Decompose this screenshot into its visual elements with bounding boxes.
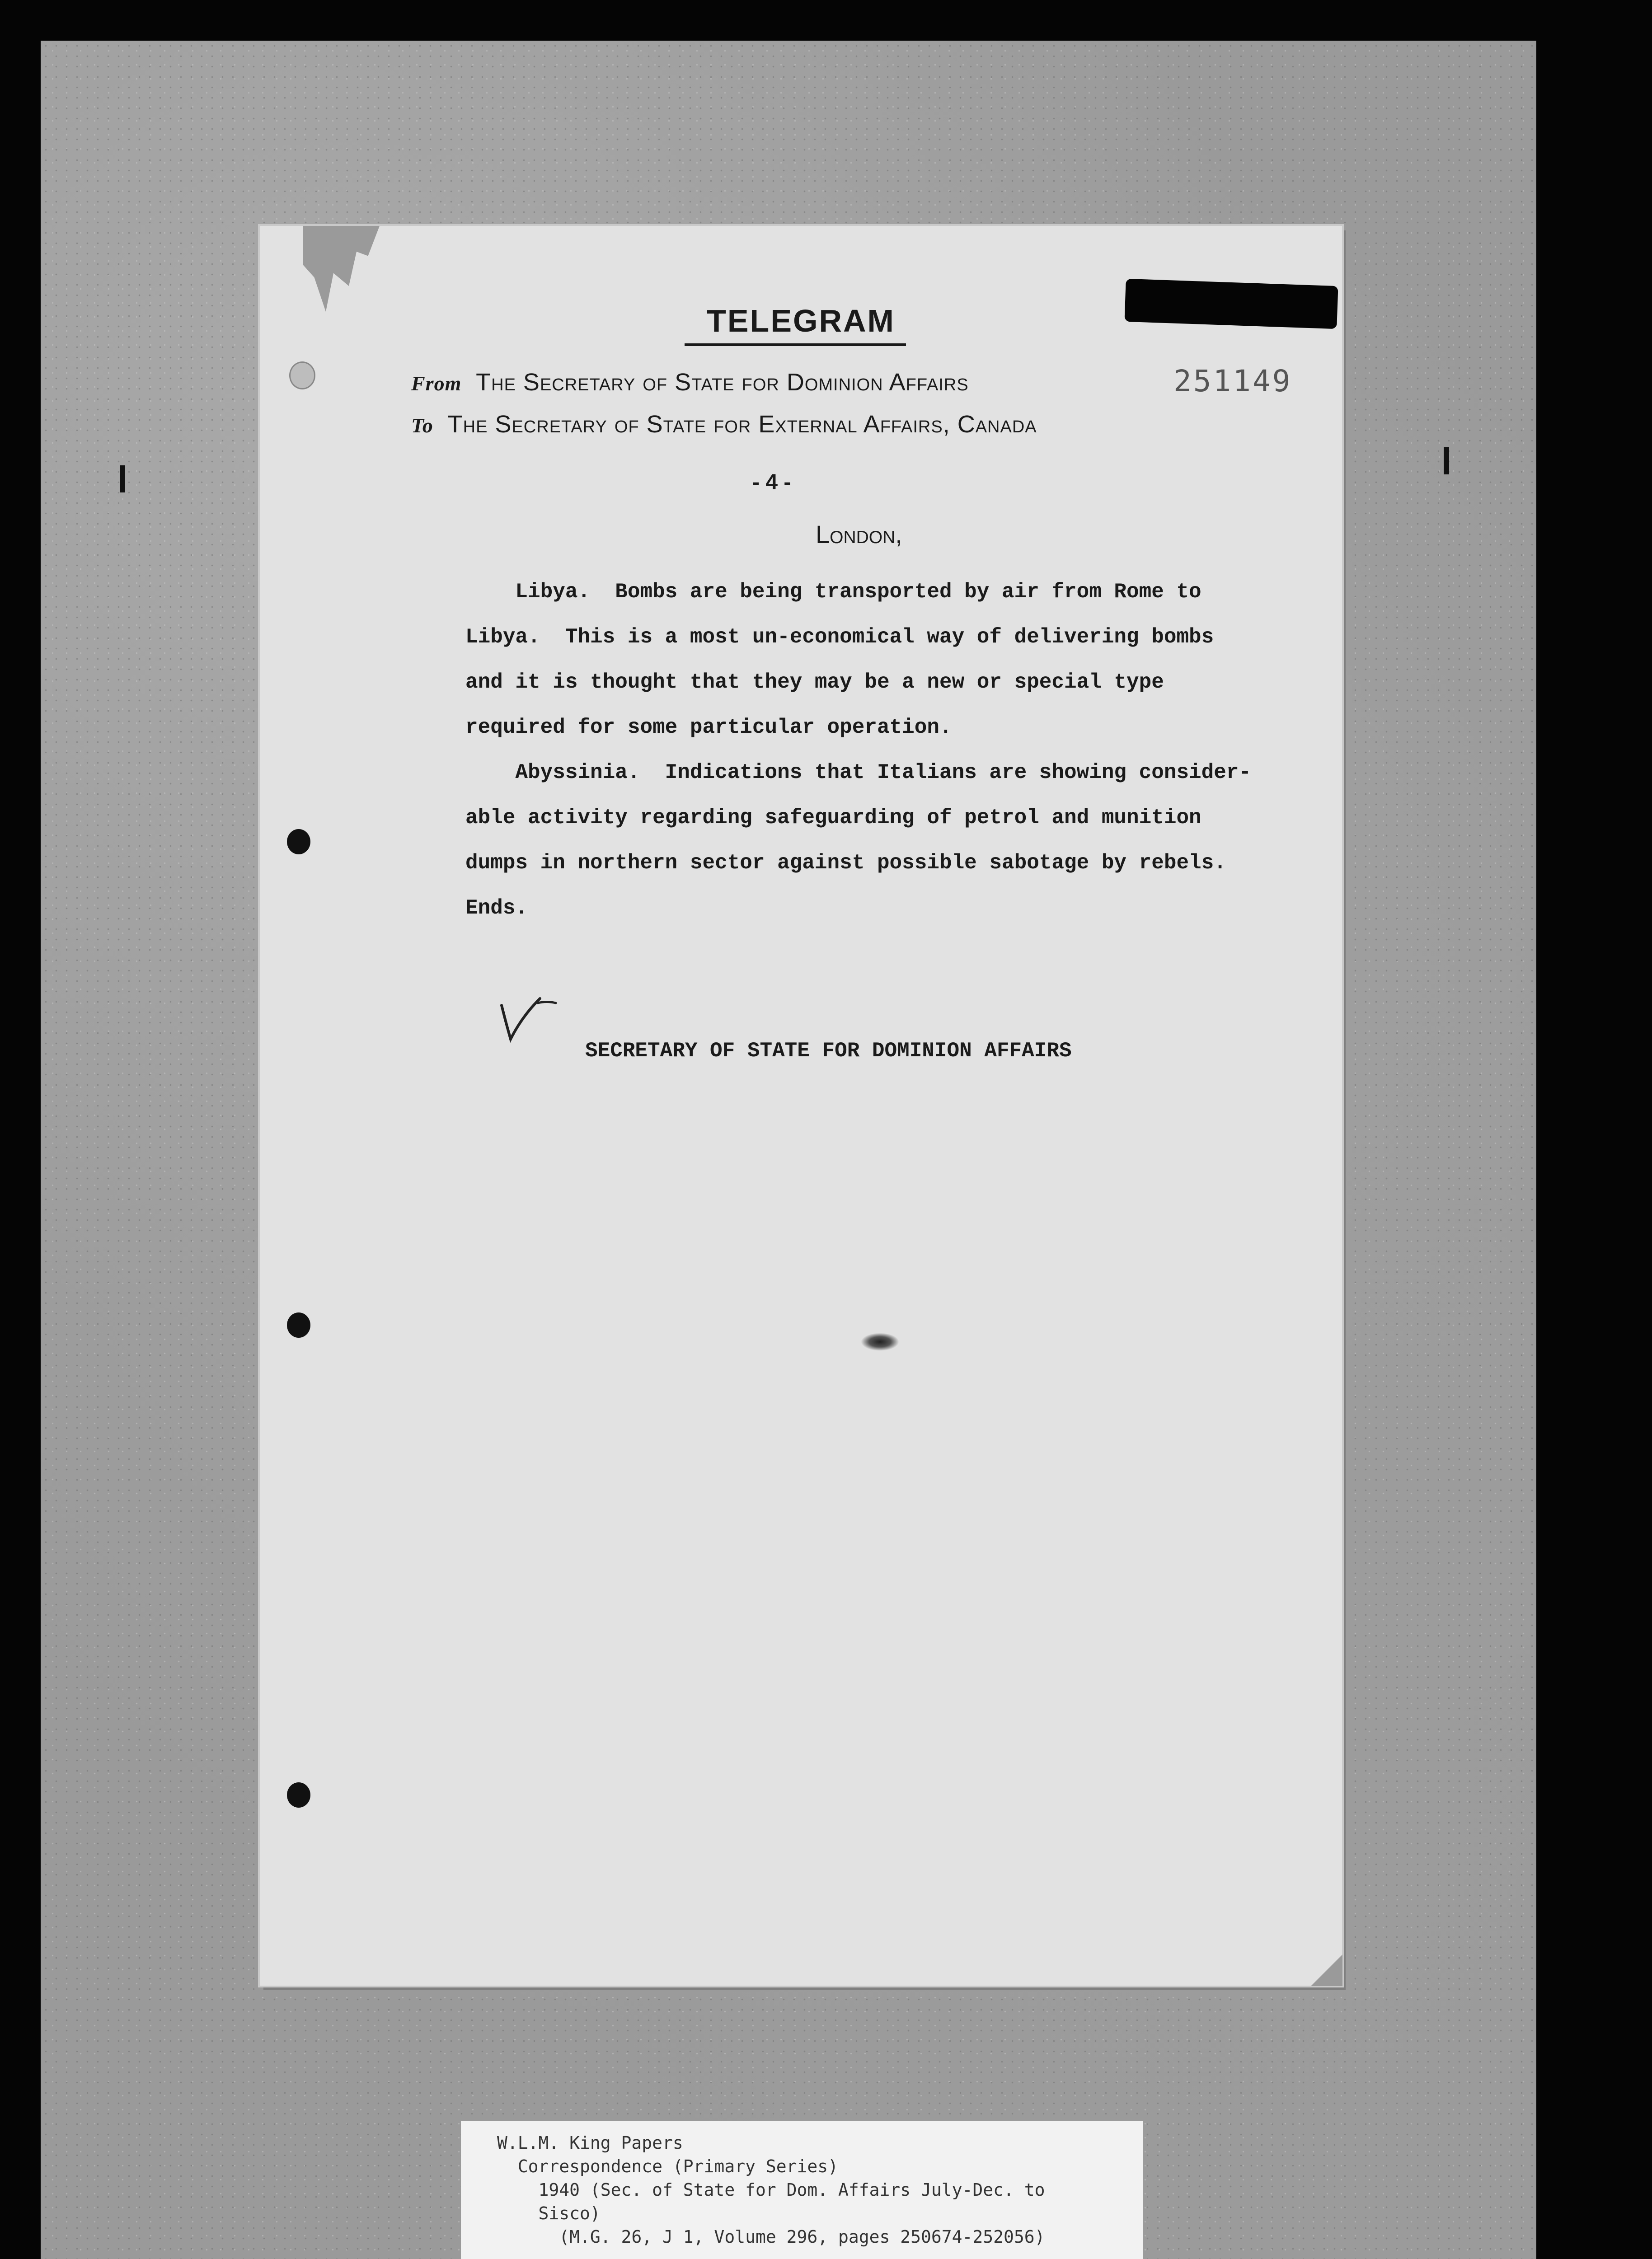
registration-mark-left: [120, 465, 125, 492]
ink-smudge: [861, 1333, 899, 1351]
to-label: To: [411, 414, 433, 437]
body-line: dumps in northern sector against possible sabotage by rebels.: [465, 851, 1226, 875]
body-line: required for some particular operation.: [465, 716, 952, 739]
body-line: Libya. This is a most un-economical way of delivering bombs: [465, 625, 1214, 649]
place-of-origin: London,: [816, 520, 902, 548]
from-value: The Secretary of State for Dominion Affairs: [476, 369, 969, 396]
body-line: and it is thought that they may be a new or special type: [465, 670, 1164, 694]
torn-corner: [303, 226, 380, 312]
telegram-body: [465, 569, 1369, 931]
registration-mark-right: [1444, 447, 1449, 474]
body-line: Libya. Bombs are being transported by air from Rome to: [465, 580, 1201, 604]
handwritten-tick-mark: [497, 989, 560, 1044]
catalogue-card: [461, 2121, 1143, 2259]
card-line: W.L.M. King Papers: [497, 2133, 683, 2153]
page-marker: - 4 -: [752, 470, 791, 494]
card-line: Sisco): [497, 2203, 601, 2223]
card-line: Correspondence (Primary Series): [497, 2156, 838, 2176]
body-line: Abyssinia. Indications that Italians are showing consider-: [465, 761, 1252, 784]
body-line: able activity regarding safeguarding of petrol and munition: [465, 806, 1201, 830]
telegram-heading: TELEGRAM: [707, 303, 895, 338]
from-line: [411, 368, 969, 396]
card-line: (M.G. 26, J 1, Volume 296, pages 250674-252056): [497, 2227, 1045, 2247]
document-number: 251149: [1173, 364, 1292, 398]
to-value: The Secretary of State for External Affairs, Canada: [447, 411, 1037, 438]
punch-hole: [287, 1782, 310, 1808]
to-line: [411, 410, 1037, 438]
punch-hole: [289, 361, 315, 389]
signature-line: SECRETARY OF STATE FOR DOMINION AFFAIRS: [585, 1039, 1072, 1063]
punch-hole: [287, 829, 310, 854]
heading-underline: [685, 343, 906, 346]
punch-hole: [287, 1312, 310, 1338]
body-line: Ends.: [465, 896, 528, 920]
card-line: 1940 (Sec. of State for Dom. Affairs July-Dec. to: [497, 2180, 1045, 2200]
from-label: From: [411, 372, 462, 395]
telegram-sheet: [260, 226, 1342, 1986]
